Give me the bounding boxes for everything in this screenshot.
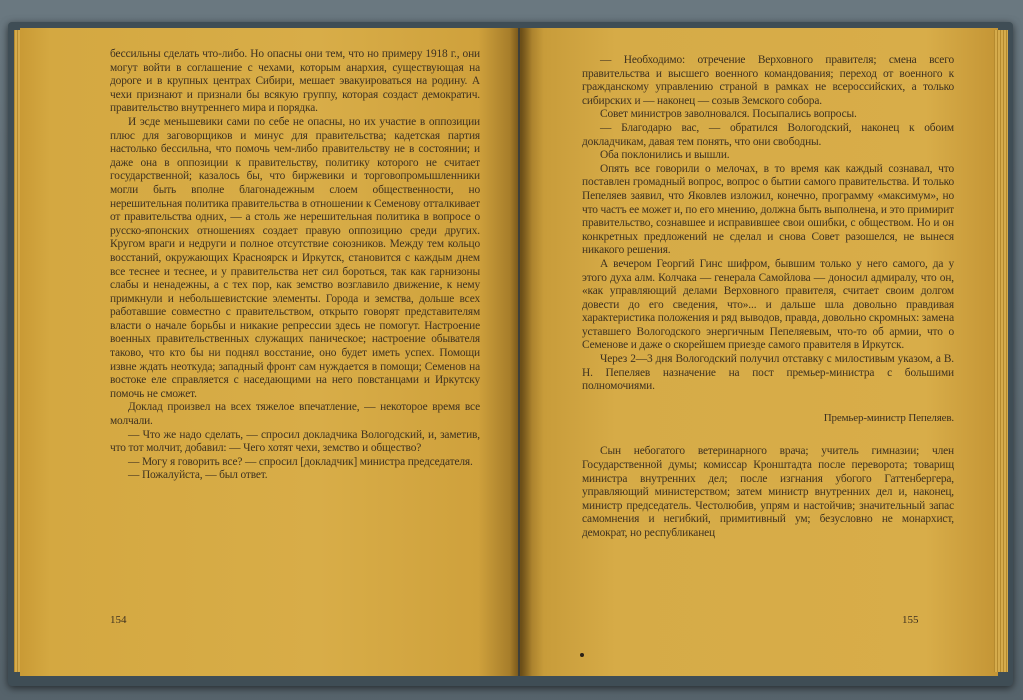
left-paragraph-1: бессильны сделать что-либо. Но опасны они тем, что но примеру 1918 г., они могут войти в соглашение с чехами, которым анархия, существующая на дороге и в крупных центрах Сибири, мешает эвакуироваться на родину. А чехи признают и признали бы всякую группу, которая создаст демократич. правительство внутреннего мира и порядка. <box>110 48 480 115</box>
left-page-number: 154 <box>110 614 127 626</box>
right-page <box>520 28 998 676</box>
left-page-text <box>110 48 480 483</box>
right-paragraph-8: Сын небогатого ветеринарного врача; учитель гимназии; член Государственной думы; комиссар Кронштадта после переворота; товарищ министра внутренних дел; после изгнания убогого Гаттенбергера, управляющий министерством; затем министр внутренних дел и, наконец, министр председатель. Честолюбив, упрям и настойчив; значительный запас самомнения и негибкий, примитивный ум; безусловно не монархист, демократ, но республиканец <box>582 445 954 539</box>
left-page <box>20 28 518 676</box>
right-paragraph-5: Опять все говорили о мелочах, в то время как каждый сознавал, что поставлен громадный вопрос, вопрос о бытии самого правительства. И только Пепеляев заявил, что Яковлев изложил, конечно, программу «максимум», но что частъ ее может и, по его мнению, должна быть выполнена, и это примирит правительство, сознавшее и исправившее свои ошибки, с обществом. Но и он конкретных предложений не сделал и снова Совет разошелся, не вынеся никакого решения. <box>582 162 954 257</box>
left-paragraph-2: И эсде меньшевики сами по себе не опасны, но их участие в оппозиции плюс для заговорщиков и минус для правительства; кадетская партия настолько бессильна, что помочь чем-либо правительству не в состоянии; и даже она в оппозиции к правительству, политику которого не считает государственной; казалось бы, что биржевики и торговопромышленники могли быть вполне благонадежным слоем общественности, но нерешительная политика правительства в отношении к Семенову отталкивает от правительства одних, — а столь же нерешительная политика в вопросе о русско-японских отношениях создает правую оппозицию среди других. Кругом враги и недруги и полное отсутствие союзников. Между тем кольцо восстаний, окружающих Красноярск и Иркутск, становится с каждым днем все теснее и теснее, и у правительства нет сил бороться, так как гарнизоны слабы и ненадежны, а с тех пор, как земство возглавило движение, к нему примкнули и небольшевистские элементы. Города и земства, дольше всех работавшие совместно с правительством, открыто говорят представителям власти о начале борьбы и никакие репрессии здесь не помогут. Настроение военных правительственных служащих паническое; настроение обывателя таково, что кто бы ни поднял восстание, оно будет иметь успех. Помощи извне ждать неоткуда; западный фронт сам нуждается в помощи; Семенов на востоке еле справляется с наседающими на него повстанцами и Иркутску помочь не сможет. <box>110 115 480 400</box>
ink-dot <box>580 653 584 657</box>
section-heading: Премьер-министр Пепеляев. <box>823 411 954 424</box>
book-gutter <box>510 28 532 676</box>
page-edges-right <box>994 30 1008 672</box>
right-paragraph-1: — Необходимо: отречение Верховного правителя; смена всего правительства и высшего военного командования; переход от военного к гражданскому управлению страной в рамках не всероссийских, а только сибирских и — наконец — созыв Земского собора. <box>582 54 954 107</box>
left-paragraph-4: — Что же надо сделать, — спросил докладчика Вологодский, и, заметив, что тот молчит, добавил: — Чего хотят чехи, земство и общество? <box>110 428 480 455</box>
right-page-number: 155 <box>902 614 919 626</box>
right-paragraph-2: Совет министров заволновался. Посыпались вопросы. <box>600 108 857 121</box>
right-paragraph-6: А вечером Георгий Гинс шифром, бывшим только у него самого, да у этого духа алм. Колчака — генерала Самойлова — доносил адмиралу, что он, «как управляющий делами Верховного правителя, считает своим долгом довести до его сведения, что»... и дальше шла довольно правдивая характеристика положения и ряд выводов, правда, довольно скромных: замена уставшего Вологодского энергичным Пепеляевым, что-то об армии, что о Семенове и даже о скорейшем приезде самого правителя в Иркутск. <box>582 257 954 352</box>
right-paragraph-7: Через 2—3 дня Вологодский получил отставку с милостивым указом, а В. Н. Пепеляев назначение на пост премьер-министра с большими полномочиями. <box>582 353 954 393</box>
left-paragraph-3: Доклад произвел на всех тяжелое впечатление, — некоторое время все молчали. <box>110 401 480 428</box>
right-paragraph-3: — Благодарю вас, — обратился Вологодский, наконец к обоим докладчикам, давая тем понять, что они свободны. <box>582 121 954 148</box>
right-paragraph-4: Оба поклонились и вышли. <box>600 149 730 162</box>
right-page-text <box>582 54 954 541</box>
left-paragraph-5: — Могу я говорить все? — спросил [докладчик] министра председателя. <box>128 455 473 468</box>
left-paragraph-6: — Пожалуйста, — был ответ. <box>128 469 268 482</box>
